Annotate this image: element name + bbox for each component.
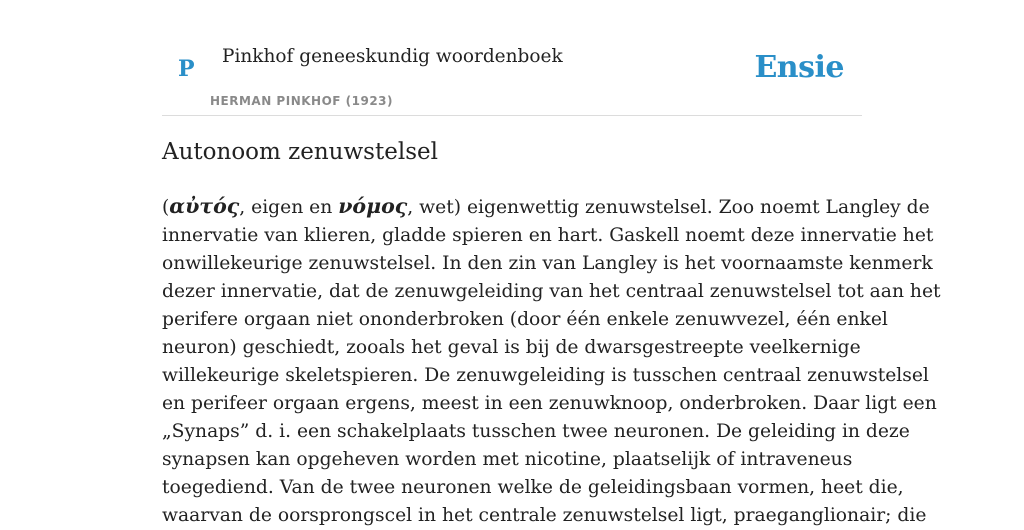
- definition-line: perifere orgaan niet ononderbroken (door één enkele zenuwvezel, één enkel: [162, 309, 888, 330]
- definition-line: neuron) geschiedt, zooals het geval is bij de dwarsgestreepte veelkernige: [162, 337, 861, 358]
- definition-line: toegediend. Van de twee neuronen welke de geleidingsbaan vormen, heet die,: [162, 477, 904, 498]
- greek-term-autos: αὐτός: [169, 194, 240, 218]
- entry-headword: Autonoom zenuwstelsel: [162, 139, 438, 165]
- definition-line: willekeurige skeletspieren. De zenuwgeleiding is tusschen centraal zenuwstelsel: [162, 365, 929, 386]
- entry-definition: [162, 192, 941, 530]
- definition-line: innervatie van klieren, gladde spieren en hart. Gaskell noemt deze innervatie het: [162, 225, 934, 246]
- site-header: [162, 0, 862, 116]
- brand-logo[interactable]: Ensie: [754, 50, 844, 85]
- open-paren: (: [162, 197, 170, 218]
- definition-text: , eigen en: [239, 197, 339, 218]
- definition-line: onwillekeurige zenuwstelsel. In den zin van Langley is het voornaamste kenmerk: [162, 253, 933, 274]
- definition-line: „Synaps” d. i. een schakelplaats tusschen twee neuronen. De geleiding in deze: [162, 421, 910, 442]
- definition-line: synapsen kan opgeheven worden met nicotine, plaatselijk of intraveneus: [162, 449, 853, 470]
- definition-text: , wet) eigenwettig zenuwstelsel. Zoo noemt Langley de: [407, 197, 930, 218]
- dictionary-logo[interactable]: P: [178, 56, 195, 82]
- greek-term-nomos: νόμος: [338, 194, 408, 218]
- definition-line: [162, 192, 930, 222]
- definition-line: en perifeer orgaan ergens, meest in een zenuwknoop, onderbroken. Daar ligt een: [162, 393, 937, 414]
- page-container: [162, 0, 941, 526]
- dictionary-title[interactable]: Pinkhof geneeskundig woordenboek: [222, 46, 563, 67]
- dictionary-author: HERMAN PINKHOF (1923): [210, 94, 394, 108]
- definition-line: dezer innervatie, dat de zenuwgeleiding van het centraal zenuwstelsel tot aan het: [162, 281, 941, 302]
- definition-line: waarvan de oorsprongscel in het centrale zenuwstelsel ligt, praeganglionair; die: [162, 505, 927, 526]
